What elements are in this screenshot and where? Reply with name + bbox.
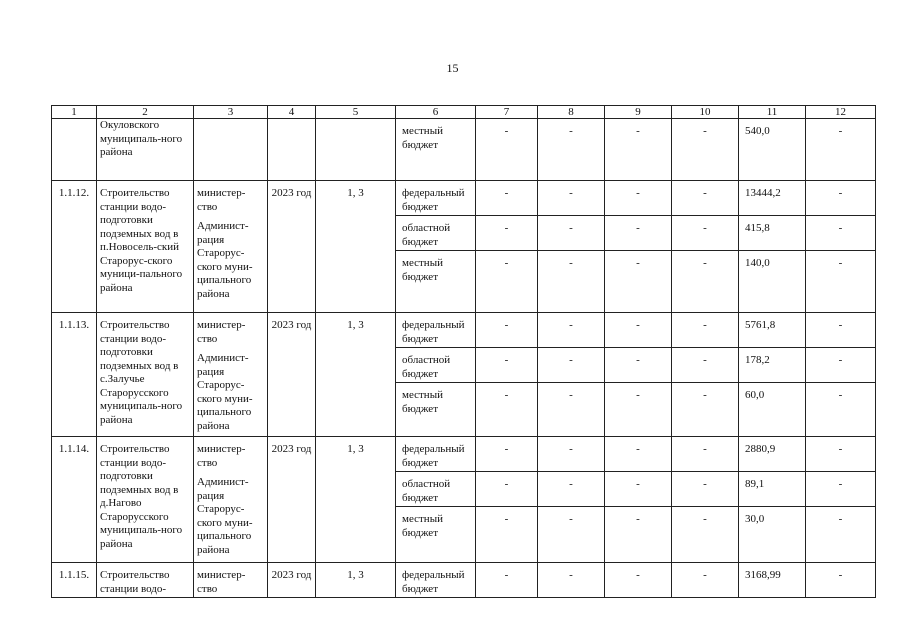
project-3-row-3-col10: - bbox=[672, 507, 739, 563]
project-2-row-3-col7: - bbox=[476, 383, 538, 437]
project-1-row-2-source: областной бюджет bbox=[396, 216, 476, 251]
project-1-row-3-col10: - bbox=[672, 251, 739, 313]
cont-col1 bbox=[52, 119, 97, 181]
project-1-row-1-source: федеральный бюджет bbox=[396, 181, 476, 216]
project-4-row-1-col9: - bbox=[605, 563, 672, 598]
project-executors bbox=[194, 181, 268, 313]
cont-col3 bbox=[194, 119, 268, 181]
project-1-row-3-col8: - bbox=[538, 251, 605, 313]
project-3-row-2-amount: 89,1 bbox=[739, 472, 806, 507]
project-2-row-2-col9: - bbox=[605, 348, 672, 383]
project-2-row-2-col7: - bbox=[476, 348, 538, 383]
project-1-row-3-amount: 140,0 bbox=[739, 251, 806, 313]
project-1-row-2-col10: - bbox=[672, 216, 739, 251]
cont-col8: - bbox=[538, 119, 605, 181]
project-executors bbox=[194, 437, 268, 563]
project-2-row-1-col9: - bbox=[605, 313, 672, 348]
project-4-row-1-col10: - bbox=[672, 563, 739, 598]
project-2-row-3-source: местный бюджет bbox=[396, 383, 476, 437]
project-3-row-1-col10: - bbox=[672, 437, 739, 472]
project-4-row-1-col7: - bbox=[476, 563, 538, 598]
project-3-row-3-col9: - bbox=[605, 507, 672, 563]
project-year: 2023 год bbox=[268, 313, 316, 437]
project-2-row-2-source: областной бюджет bbox=[396, 348, 476, 383]
executor-administration: Админист-рация Старорус-ского муни-ципального района bbox=[197, 220, 253, 300]
project-1-row-3-col9: - bbox=[605, 251, 672, 313]
project-3-row-2-col7: - bbox=[476, 472, 538, 507]
executor-ministry: министер-ство bbox=[197, 187, 246, 213]
project-3-row-2-source: областной бюджет bbox=[396, 472, 476, 507]
header-row bbox=[52, 106, 876, 119]
project-2-row-3-col8: - bbox=[538, 383, 605, 437]
project-2-row-1-source: федеральный бюджет bbox=[396, 313, 476, 348]
project-3-row-2-col10: - bbox=[672, 472, 739, 507]
project-row bbox=[52, 313, 876, 348]
project-4-row-1-amount: 3168,99 bbox=[739, 563, 806, 598]
project-id: 1.1.15. bbox=[52, 563, 97, 598]
project-3-row-3-amount: 30,0 bbox=[739, 507, 806, 563]
project-4-row-1-source: федеральный бюджет bbox=[396, 563, 476, 598]
project-3-row-2-col8: - bbox=[538, 472, 605, 507]
executor-administration: Админист-рация Старорус-ского муни-ципального района bbox=[197, 352, 253, 432]
header-cell-10: 10 bbox=[672, 106, 739, 119]
header-cell-5: 5 bbox=[316, 106, 396, 119]
cont-name: Окуловского муниципаль-ного района bbox=[97, 119, 194, 181]
project-3-row-2-col9: - bbox=[605, 472, 672, 507]
cont-col5 bbox=[316, 119, 396, 181]
project-1-row-2-amount: 415,8 bbox=[739, 216, 806, 251]
project-1-row-2-col8: - bbox=[538, 216, 605, 251]
header-cell-11: 11 bbox=[739, 106, 806, 119]
project-row bbox=[52, 563, 876, 598]
project-2-row-1-col10: - bbox=[672, 313, 739, 348]
project-2-row-1-col12: - bbox=[806, 313, 876, 348]
project-4-row-1-col8: - bbox=[538, 563, 605, 598]
continuation-row bbox=[52, 119, 876, 181]
project-name: Строительство станции водо-подготовки подземных вод в д.Нагово Старорусского муниципаль-ного района bbox=[97, 437, 194, 563]
project-year: 2023 год bbox=[268, 181, 316, 313]
project-3-row-3-source: местный бюджет bbox=[396, 507, 476, 563]
project-1-row-1-col12: - bbox=[806, 181, 876, 216]
project-3-row-1-col8: - bbox=[538, 437, 605, 472]
project-1-row-1-col7: - bbox=[476, 181, 538, 216]
project-2-row-1-col8: - bbox=[538, 313, 605, 348]
header-cell-2: 2 bbox=[97, 106, 194, 119]
header-cell-12: 12 bbox=[806, 106, 876, 119]
project-1-row-1-col10: - bbox=[672, 181, 739, 216]
header-cell-6: 6 bbox=[396, 106, 476, 119]
executor-ministry: министер-ство bbox=[197, 569, 246, 595]
header-cell-4: 4 bbox=[268, 106, 316, 119]
project-row bbox=[52, 181, 876, 216]
project-2-row-2-col10: - bbox=[672, 348, 739, 383]
project-2-row-2-col8: - bbox=[538, 348, 605, 383]
cont-col10: - bbox=[672, 119, 739, 181]
project-1-row-2-col9: - bbox=[605, 216, 672, 251]
cont-col9: - bbox=[605, 119, 672, 181]
header-cell-7: 7 bbox=[476, 106, 538, 119]
project-id: 1.1.13. bbox=[52, 313, 97, 437]
project-executors bbox=[194, 313, 268, 437]
header-cell-9: 9 bbox=[605, 106, 672, 119]
cont-col4 bbox=[268, 119, 316, 181]
project-1-row-1-amount: 13444,2 bbox=[739, 181, 806, 216]
project-2-row-3-col10: - bbox=[672, 383, 739, 437]
program-table bbox=[51, 105, 876, 598]
project-2-row-1-amount: 5761,8 bbox=[739, 313, 806, 348]
project-1-row-1-col9: - bbox=[605, 181, 672, 216]
project-goals: 1, 3 bbox=[316, 563, 396, 598]
project-2-row-2-amount: 178,2 bbox=[739, 348, 806, 383]
project-1-row-3-col12: - bbox=[806, 251, 876, 313]
project-1-row-2-col7: - bbox=[476, 216, 538, 251]
project-3-row-1-col12: - bbox=[806, 437, 876, 472]
project-executors bbox=[194, 563, 268, 598]
project-row bbox=[52, 437, 876, 472]
project-3-row-1-col9: - bbox=[605, 437, 672, 472]
project-3-row-1-amount: 2880,9 bbox=[739, 437, 806, 472]
executor-ministry: министер-ство bbox=[197, 319, 246, 345]
executor-administration: Админист-рация Старорус-ского муни-ципального района bbox=[197, 476, 253, 556]
cont-source: местный бюджет bbox=[396, 119, 476, 181]
project-id: 1.1.12. bbox=[52, 181, 97, 313]
project-3-row-3-col7: - bbox=[476, 507, 538, 563]
cont-col12: - bbox=[806, 119, 876, 181]
project-goals: 1, 3 bbox=[316, 437, 396, 563]
project-2-row-3-col12: - bbox=[806, 383, 876, 437]
project-3-row-1-source: федеральный бюджет bbox=[396, 437, 476, 472]
project-1-row-3-source: местный бюджет bbox=[396, 251, 476, 313]
project-goals: 1, 3 bbox=[316, 313, 396, 437]
cont-col7: - bbox=[476, 119, 538, 181]
header-cell-3: 3 bbox=[194, 106, 268, 119]
project-3-row-1-col7: - bbox=[476, 437, 538, 472]
project-2-row-3-amount: 60,0 bbox=[739, 383, 806, 437]
project-3-row-2-col12: - bbox=[806, 472, 876, 507]
project-1-row-3-col7: - bbox=[476, 251, 538, 313]
page-number: 15 bbox=[446, 61, 459, 75]
project-4-row-1-col12: - bbox=[806, 563, 876, 598]
project-year: 2023 год bbox=[268, 563, 316, 598]
cont-amount: 540,0 bbox=[739, 119, 806, 181]
project-2-row-1-col7: - bbox=[476, 313, 538, 348]
header-cell-8: 8 bbox=[538, 106, 605, 119]
project-id: 1.1.14. bbox=[52, 437, 97, 563]
project-2-row-3-col9: - bbox=[605, 383, 672, 437]
project-3-row-3-col8: - bbox=[538, 507, 605, 563]
project-3-row-3-col12: - bbox=[806, 507, 876, 563]
executor-ministry: министер-ство bbox=[197, 443, 246, 469]
header-cell-1: 1 bbox=[52, 106, 97, 119]
project-1-row-2-col12: - bbox=[806, 216, 876, 251]
project-2-row-2-col12: - bbox=[806, 348, 876, 383]
project-1-row-1-col8: - bbox=[538, 181, 605, 216]
project-goals: 1, 3 bbox=[316, 181, 396, 313]
project-year: 2023 год bbox=[268, 437, 316, 563]
project-name: Строительство станции водо- bbox=[97, 563, 194, 598]
project-name: Строительство станции водо-подготовки подземных вод в п.Новосель-ский Старорус-ского муници-пального района bbox=[97, 181, 194, 313]
project-name: Строительство станции водо-подготовки подземных вод в с.Залучье Старорусского муниципаль-ного района bbox=[97, 313, 194, 437]
